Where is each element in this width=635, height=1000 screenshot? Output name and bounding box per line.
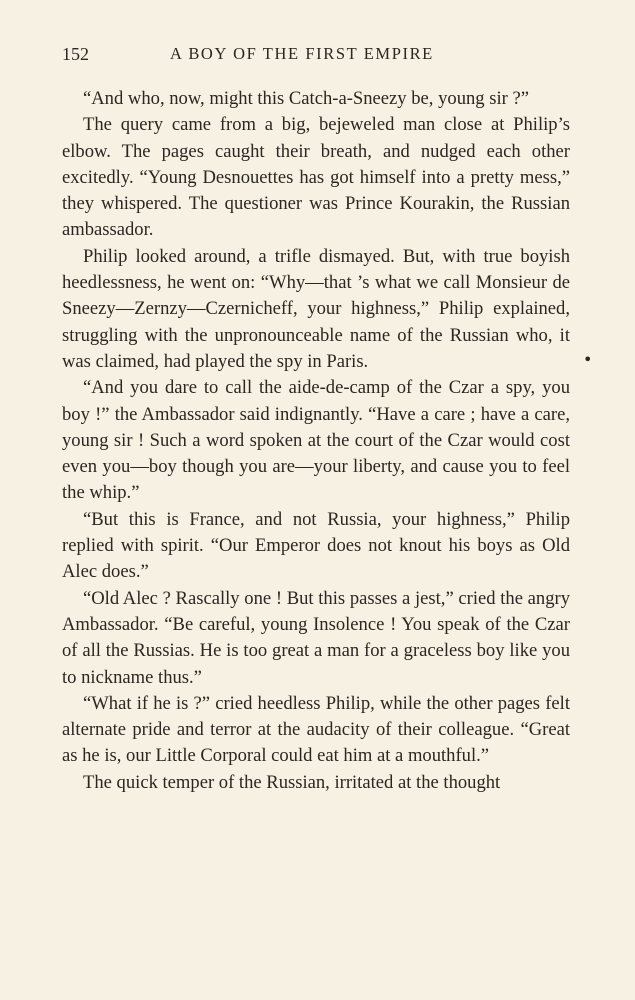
paragraph-2: The query came from a big, bejeweled man close at Philip’s elbow. The pages caught their breath, and nudged each other excitedly. “Young Desnouettes has got himself into a pretty mess,” they whispered. The questioner was Prince Kourakin, the Russian ambassador. (62, 114, 570, 241)
paragraph-8: The quick temper of the Russian, irritated at the thought (83, 771, 501, 793)
margin-mark: • (583, 350, 593, 369)
paragraph-5: “But this is France, and not Russia, your highness,” Philip replied with spirit. “Our Emperor does not knout his boys as Old Alec does.” (62, 508, 570, 583)
page-header (62, 44, 570, 68)
paragraph-1: “And who, now, might this Catch-a-Sneezy be, young sir ?” (83, 88, 529, 109)
paragraph-3: Philip looked around, a trifle dismayed. But, with true boyish heedlessness, he went on: “Why—that ’s what we call Monsieur de Sneezy—Zernzy—Czernicheff, your highness,” Philip explained, struggling with the unpronounceable name of the Russian who, it was claimed, had played the spy in Paris. (62, 245, 570, 372)
page-number: 152 (62, 44, 89, 64)
paragraph-7: “What if he is ?” cried heedless Philip, while the other pages felt alternate pride and terror at the audacity of their colleague. “Great as he is, our Little Corporal could eat him at a mouthful.” (62, 692, 570, 767)
paragraph-4: “And you dare to call the aide-de-camp of the Czar a spy, you boy !” the Ambassador said indignantly. “Have a care ; have a care, young sir ! Such a word spoken at the court of the Czar would cost even you—boy though you are—your liberty, and cause you to feel the whip.” (62, 377, 570, 504)
body-text (62, 86, 570, 796)
running-title: A BOY OF THE FIRST EMPIRE (170, 44, 434, 63)
paragraph-6: “Old Alec ? Rascally one ! But this passes a jest,” cried the angry Ambassador. “Be careful, young Insolence ! You speak of the Czar of all the Russias. He is too great a man for a graceless boy like you to nickname thus.” (62, 587, 570, 688)
